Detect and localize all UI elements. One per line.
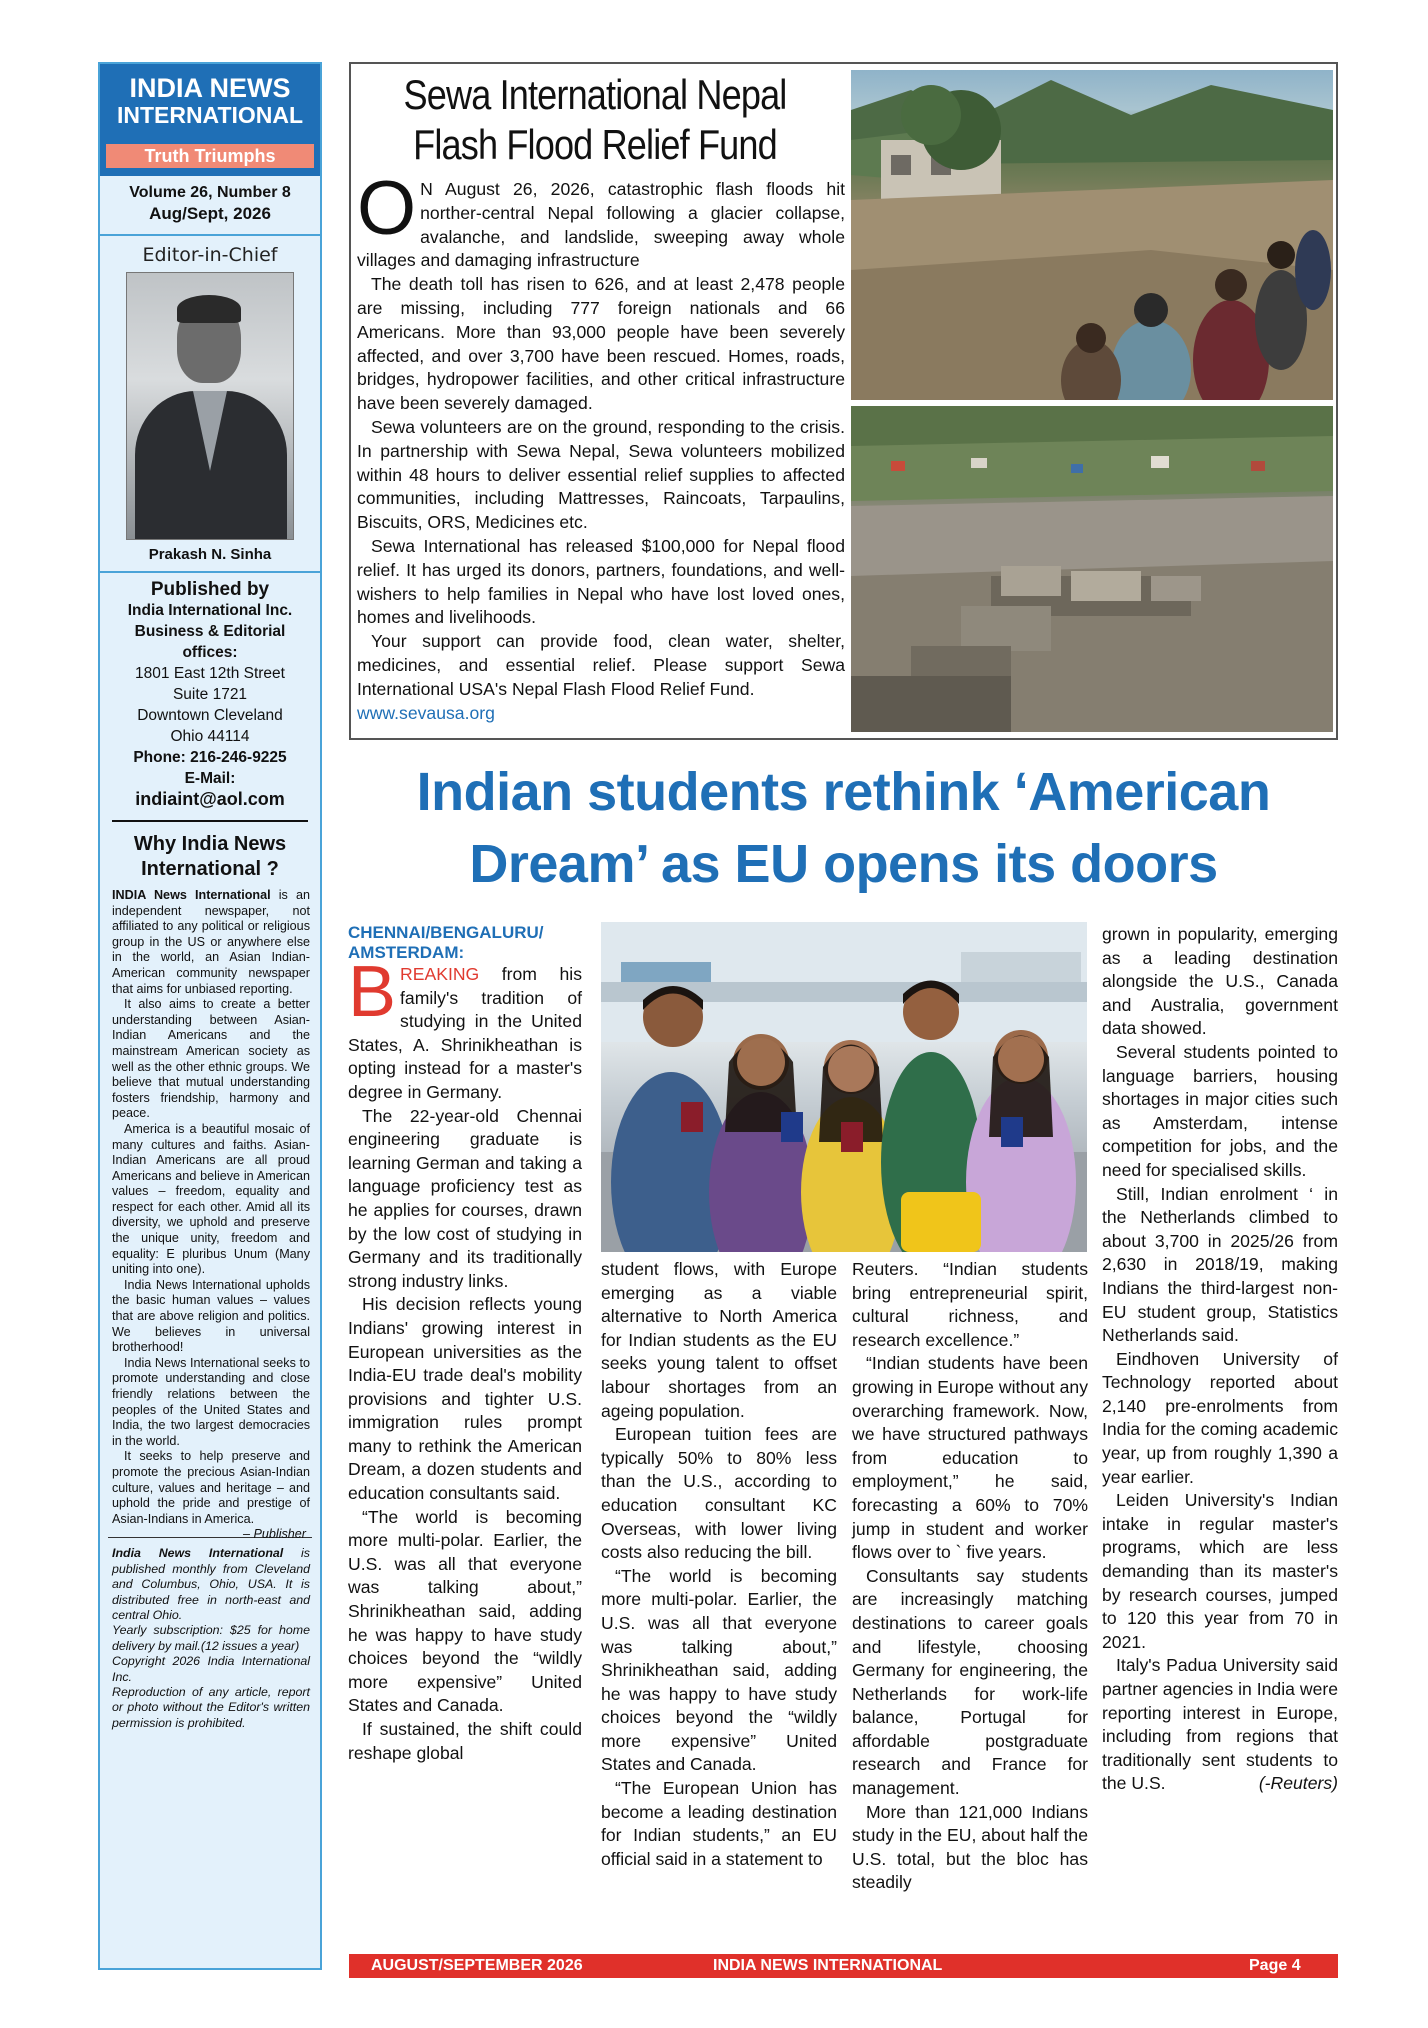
phone: Phone: 216-246-9225 (133, 749, 287, 766)
students-photo (601, 922, 1087, 1252)
article-paragraph: “Indian students have been growing in Europe without any overarching framework. Now, we have structured pathways from education to employment,” he said, forecasting a 60% to 70% jump in student and worker flows over to ` five years. (852, 1353, 1088, 1563)
footer-date: AUGUST/SEPTEMBER 2026 (371, 1957, 583, 1974)
email-label: E-Mail: (184, 770, 236, 787)
article-column-3 (852, 1258, 1088, 1895)
students-photo-graphic (601, 922, 1087, 1252)
flood-photo-village (851, 406, 1333, 732)
colophon-name: India News International (112, 1546, 284, 1561)
why-paragraph: America is a beautiful mosaic of many cultures and faiths. Asian-Indian Americans are all proud Americans and believe in American values – freedom, equality and respect for each other. Amid all its diversity, we uphold and preserve the unique unity, freedom and equality: E pluribus Unum (Many uniting into one). (112, 1121, 310, 1277)
why-paragraph: India News International upholds the basic human values – values that are above religion and politics. We believes in universal brotherhood! (112, 1277, 310, 1355)
email-address: indiaint@aol.com (135, 789, 285, 809)
sewa-paragraph: Your support can provide food, clean water, shelter, medicines, and essential relief. Please support Sewa International USA's Nepal Flash Flood Relief Fund. (357, 631, 845, 699)
article-column-4 (1102, 923, 1338, 1796)
article-paragraph: Eindhoven University of Technology reported about 2,140 pre-enrolments from India for the coming academic year, up from roughly 1,390 a year earlier. (1102, 1348, 1338, 1487)
divider (112, 820, 308, 822)
article-paragraph: The 22-year-old Chennai engineering graduate is learning German and taking a language proficiency test as he applies for courses, drawn by the low cost of studying in Germany and its traditionally strong industry links. (348, 1105, 582, 1291)
why-bold-name: INDIA News International (112, 888, 271, 902)
tagline: Truth Triumphs (106, 144, 314, 168)
address-line: Suite 1721 (172, 686, 248, 703)
sewa-paragraph: The death toll has risen to 626, and at least 2,478 people are missing, including 777 foreign nationals and 66 Americans. More than 93,000 people have been severely affected, and over 3,700 have been rescued. Homes, roads, bridges, hydropower facilities, and other critical infrastructure have been severely damaged. (357, 274, 845, 414)
article-column-2 (601, 1258, 837, 1871)
page-number: Page 4 (1249, 1957, 1301, 1974)
article-paragraph: “The world is becoming more multi-polar. Earlier, the U.S. was all that everyone was talking about,” Shrinikheathan said, adding he was happy to have study choices beyond the “wildly more expensive” United States and Canada. (601, 1565, 837, 1775)
flood-photo-people-graphic (851, 70, 1333, 400)
publisher-signature: – Publisher (242, 1527, 306, 1542)
publisher-company: India International Inc. (127, 602, 293, 619)
sewa-link[interactable]: www.sevausa.org (357, 702, 495, 723)
dateline: CHENNAI/BENGALURU/ AMSTERDAM: (348, 923, 544, 962)
article-paragraph (1102, 1654, 1338, 1796)
sewa-p1: N August 26, 2026, catastrophic flash floods hit norther-central Nepal following a glacier collapse, avalanche, and landslide, sweeping away whole villages and damaging infrastructure (357, 179, 845, 271)
article-paragraph: “The world is becoming more multi-polar. Earlier, the U.S. was all that everyone was talking about,” Shrinikheathan said, adding he was happy to have study choices beyond the “wildly more expensive” United States and Canada. (348, 1506, 582, 1716)
editor-photo (126, 272, 294, 540)
why-paragraph (112, 1449, 310, 1542)
final-text: Italy's Padua University said partner agencies in India were reporting interest in Europe, including from regions that traditionally sent students to the U.S. (1102, 1655, 1338, 1794)
publisher-info (100, 573, 320, 810)
why-paragraph (112, 888, 310, 997)
article-paragraph: grown in popularity, emerging as a leading destination alongside the U.S., Canada and Australia, government data showed. (1102, 924, 1338, 1039)
sewa-headline-line2: Flash Flood Relief Fund (413, 121, 777, 168)
article-paragraph: If sustained, the shift could reshape global (348, 1719, 582, 1763)
drop-cap: B (348, 952, 397, 1032)
sewa-paragraph: Sewa International has released $100,000 for Nepal flood relief. It has urged its donors, partners, foundations, and well-wishers to help families in Nepal who have lost loved ones, homes and livelihoods. (357, 535, 845, 628)
drop-cap: O (357, 166, 417, 251)
page-footer (349, 1954, 1338, 1978)
sewa-paragraph: Sewa volunteers are on the ground, responding to the crisis. In partnership with Sewa Nepal, Sewa volunteers mobilized within 48 hours to deliver essential relief supplies to affected communities, including Mattresses, Raincoats, Tarpaulins, Biscuits, ORS, Medicines etc. (357, 416, 845, 533)
address-line: 1801 East 12th Street (135, 665, 285, 682)
offices-label: Business & Editorial offices: (134, 623, 286, 661)
headline-line2: Dream’ as EU opens its doors (469, 834, 1218, 894)
article-paragraph: student flows, with Europe emerging as a viable alternative to North America for Indian students as the EU seeks young talent to offset labour shortages from an ageing population. (601, 1259, 837, 1421)
address-line: Downtown Cleveland (137, 707, 283, 724)
why-heading: Why India News International ? (133, 833, 287, 880)
sewa-headline-line1: Sewa International Nepal (403, 71, 787, 118)
article-paragraph: Leiden University's Indian intake in regular master's programs, which are less demanding than its master's by research courses, jumped to 120 this year from 70 in 2021. (1102, 1490, 1338, 1652)
article-paragraph: European tuition fees are typically 50% to 80% less than the U.S., according to education consultant KC Overseas, with lower living costs also reducing the bill. (601, 1424, 837, 1563)
colophon-text: is published monthly from Cleveland and Columbus, Ohio, USA. It is distributed free in north-east and central Ohio. (112, 1546, 310, 1622)
masthead-title (100, 64, 320, 176)
sewa-headline (389, 70, 802, 170)
masthead-title-line2: INTERNATIONAL (116, 102, 304, 128)
lead-text: from his family's tradition of studying in the United States, A. Shrinikheathan is opting instead for a master's degree in Germany. (348, 964, 582, 1102)
headline-line1: Indian students rethink ‘American (416, 762, 1271, 822)
flood-photo-people (851, 70, 1333, 400)
article-paragraph: Still, Indian enrolment ‘ in the Netherlands climbed to about 3,700 in 2025/26 from 2,630 in 2018/19, making Indians the third-largest non-EU student group, Statistics Netherlands said. (1102, 1183, 1338, 1346)
masthead-title-line1: INDIA NEWS (129, 73, 291, 103)
article-paragraph: His decision reflects young Indians' growing interest in European universities as the India-EU trade deal's mobility provisions and tighter U.S. immigration rules prompt many to rethink the American Dream, a dozen students and education consultants said. (348, 1294, 582, 1504)
article-paragraph: “The European Union has become a leading destination for Indian students,” an EU official said in a statement to (601, 1778, 837, 1869)
sewa-body (357, 166, 845, 725)
article-paragraph (348, 952, 582, 1105)
issue-date: Aug/Sept, 2026 (149, 204, 271, 223)
editor-name: Prakash N. Sinha (148, 546, 272, 563)
colophon-line: Reproduction of any article, report or photo without the Editor's written permission is prohibited. (112, 1685, 310, 1730)
article-headline (349, 756, 1338, 900)
footer-paper-name: INDIA NEWS INTERNATIONAL (713, 1957, 943, 1974)
editor-label: Editor-in-Chief (142, 244, 278, 266)
why-p6: It seeks to help preserve and promote the precious Asian-Indian culture, values and heritage – and uphold the pride and prestige of Asian-Indians in America. (112, 1449, 310, 1526)
lead-word: REAKING (400, 964, 480, 984)
article-paragraph: Several students pointed to language barriers, housing shortages in major cities such as Amsterdam, intense competition for jobs, and the need for specialised skills. (1102, 1041, 1338, 1180)
colophon-line: Copyright 2026 India International Inc. (112, 1654, 310, 1684)
colophon (100, 1538, 320, 1731)
address-line: Ohio 44114 (170, 728, 250, 745)
divider (100, 234, 320, 236)
why-p1: is an independent newspaper, not affiliated to any political or religious group in the US or anywhere else in the world, an Asian Indian-American community newspaper that aims for unbiased reporting. (112, 888, 310, 996)
source-credit: (-Reuters) (1258, 1773, 1338, 1794)
colophon-line (112, 1546, 310, 1623)
why-paragraph: India News International seeks to promote understanding and close friendly relations between the peoples of the United States and India, the two largest democracies in the world. (112, 1355, 310, 1448)
sewa-article (349, 62, 1338, 740)
published-by-heading: Published by (150, 579, 270, 600)
flood-photo-village-graphic (851, 406, 1333, 732)
issue-info (100, 176, 320, 224)
article-paragraph: More than 121,000 Indians study in the EU, about half the U.S. total, but the bloc has steadily (852, 1801, 1088, 1893)
volume-number: Volume 26, Number 8 (129, 184, 291, 201)
photo-hair (177, 295, 241, 323)
sewa-paragraph (357, 166, 845, 273)
article-paragraph: Consultants say students are increasingly matching destinations to career goals and lifestyle, choosing Germany for engineering, the Netherlands for work-life balance, Portugal for affordable postgraduate research and France for management. (852, 1565, 1088, 1799)
colophon-line: Yearly subscription: $25 for home delivery by mail.(12 issues a year) (112, 1623, 310, 1653)
article-column-1 (348, 923, 582, 1765)
why-text (100, 882, 320, 1542)
masthead-sidebar (98, 62, 322, 1970)
article-paragraph: Reuters. “Indian students bring entrepreneurial spirit, cultural richness, and research excellence.” (852, 1259, 1088, 1350)
why-paragraph: It also aims to create a better understanding between Asian-Indian Americans and the mainstream American society as well as the other ethnic groups. We believe that mutual understanding fosters friendship, harmony and peace. (112, 997, 310, 1121)
